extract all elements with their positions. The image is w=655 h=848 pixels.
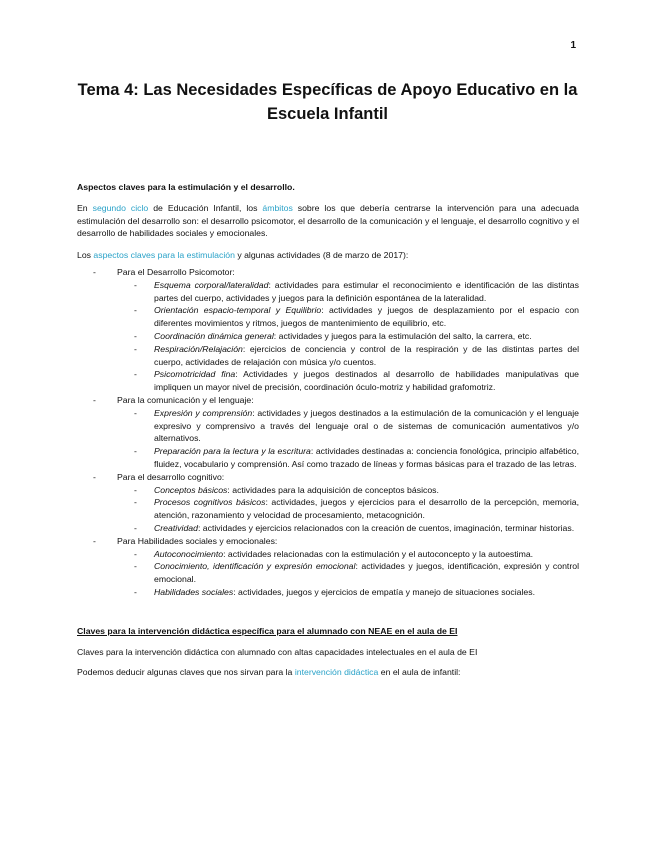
link-ambitos[interactable]: ámbitos — [262, 202, 293, 213]
list-group-cognitivo — [77, 471, 579, 535]
list-item: - Preparación para la lectura y la escritura: actividades destinadas a: conciencia fonológica, principio alfabético, fluidez, vocabulario y comprensión. Así como trazado de líneas y formas básicas para el trazado de las letras. — [117, 445, 579, 471]
list-item: - Conocimiento, identificación y expresión emocional: actividades y juegos, identificación, expresión y control emocional. — [117, 560, 579, 586]
paragraph-aspectos-claves: Los aspectos claves para la estimulación y algunas actividades (8 de marzo de 2017): — [77, 250, 409, 261]
link-segundo-ciclo[interactable]: segundo ciclo — [92, 202, 149, 213]
paragraph-ambitos: En segundo ciclo de Educación Infantil, los ámbitos sobre los que debería centrarse la intervención para una adecuada estimulación del desarrollo son: el desarrollo psicomotor, el desarrollo de la comunicación y el lenguaje, el desarrollo cognitivo y el desarrollo de habilidades sociales y emocionales. — [77, 202, 579, 239]
list-item: - Esquema corporal/lateralidad: actividades para estimular el reconocimiento e identificación de las distintas partes del cuerpo, actividades y juegos para la definición espontánea de la lateralidad. — [117, 279, 579, 305]
group-label: - Para Habilidades sociales y emocionales: — [117, 535, 278, 546]
development-areas-list — [77, 266, 579, 599]
page-number: 1 — [570, 40, 576, 51]
group-label: - Para la comunicación y el lenguaje: — [117, 394, 254, 405]
list-item: - Procesos cognitivos básicos: actividades, juegos y ejercicios para el desarrollo de la percepción, memoria, atención, razonamiento y velocidad de procesamiento, metacognición. — [117, 496, 579, 522]
section-heading-estimulacion: Aspectos claves para la estimulación y el desarrollo. — [77, 182, 295, 192]
link-aspectos-claves[interactable]: aspectos claves para la estimulación — [93, 250, 235, 261]
list-item: - Orientación espacio-temporal y Equilibrio: actividades y juegos de desplazamiento por el espacio con diferentes movimientos y ritmos, juegos de mantenimiento de equilibrio, etc. — [117, 304, 579, 330]
link-intervencion-didactica[interactable]: intervención didáctica — [294, 667, 379, 678]
list-item: - Expresión y comprensión: actividades y juegos destinados a la estimulación de la comunicación y el lenguaje expresivo y comprensivo a través del lenguaje oral o de sistemas de comunicación aumentativos y/o alternativos. — [117, 407, 579, 445]
list-item: - Respiración/Relajación: ejercicios de conciencia y control de la respiración y de las distintas partes del cuerpo, actividades de relajación con música y/o cuentos. — [117, 343, 579, 369]
group-label: - Para el desarrollo cognitivo: — [117, 471, 225, 482]
group-label: - Para el Desarrollo Psicomotor: — [117, 266, 235, 277]
list-item: - Autoconocimiento: actividades relacionadas con la estimulación y el autoconcepto y la autoestima. — [117, 548, 579, 561]
list-group-psicomotor — [77, 266, 579, 394]
list-item: - Psicomotricidad fina: Actividades y juegos destinados al desarrollo de habilidades manipulativas que impliquen un mayor nivel de precisión, coordinación óculo-motriz y habilidad grafomotriz. — [117, 368, 579, 394]
list-item: - Habilidades sociales: actividades, juegos y ejercicios de empatía y manejo de situaciones sociales. — [117, 586, 579, 599]
paragraph-altas-capacidades: Claves para la intervención didáctica con alumnado con altas capacidades intelectuales en el aula de EI — [77, 646, 478, 657]
paragraph-intervencion: Podemos deducir algunas claves que nos sirvan para la intervención didáctica en el aula de infantil: — [77, 667, 461, 678]
list-group-comunicacion — [77, 394, 579, 471]
list-item: - Creatividad: actividades y ejercicios relacionados con la creación de cuentos, imaginación, terminar historias. — [117, 522, 579, 535]
list-group-habilidades-sociales — [77, 535, 579, 599]
document-body — [77, 181, 579, 679]
list-item: - Coordinación dinámica general: actividades y juegos para la estimulación del salto, la carrera, etc. — [117, 330, 579, 343]
list-item: - Conceptos básicos: actividades para la adquisición de conceptos básicos. — [117, 484, 579, 497]
document-title: Tema 4: Las Necesidades Específicas de Apoyo Educativo en la Escuela Infantil — [77, 81, 578, 123]
section-heading-neae: Claves para la intervención didáctica específica para el alumnado con NEAE en el aula de EI — [77, 625, 458, 636]
